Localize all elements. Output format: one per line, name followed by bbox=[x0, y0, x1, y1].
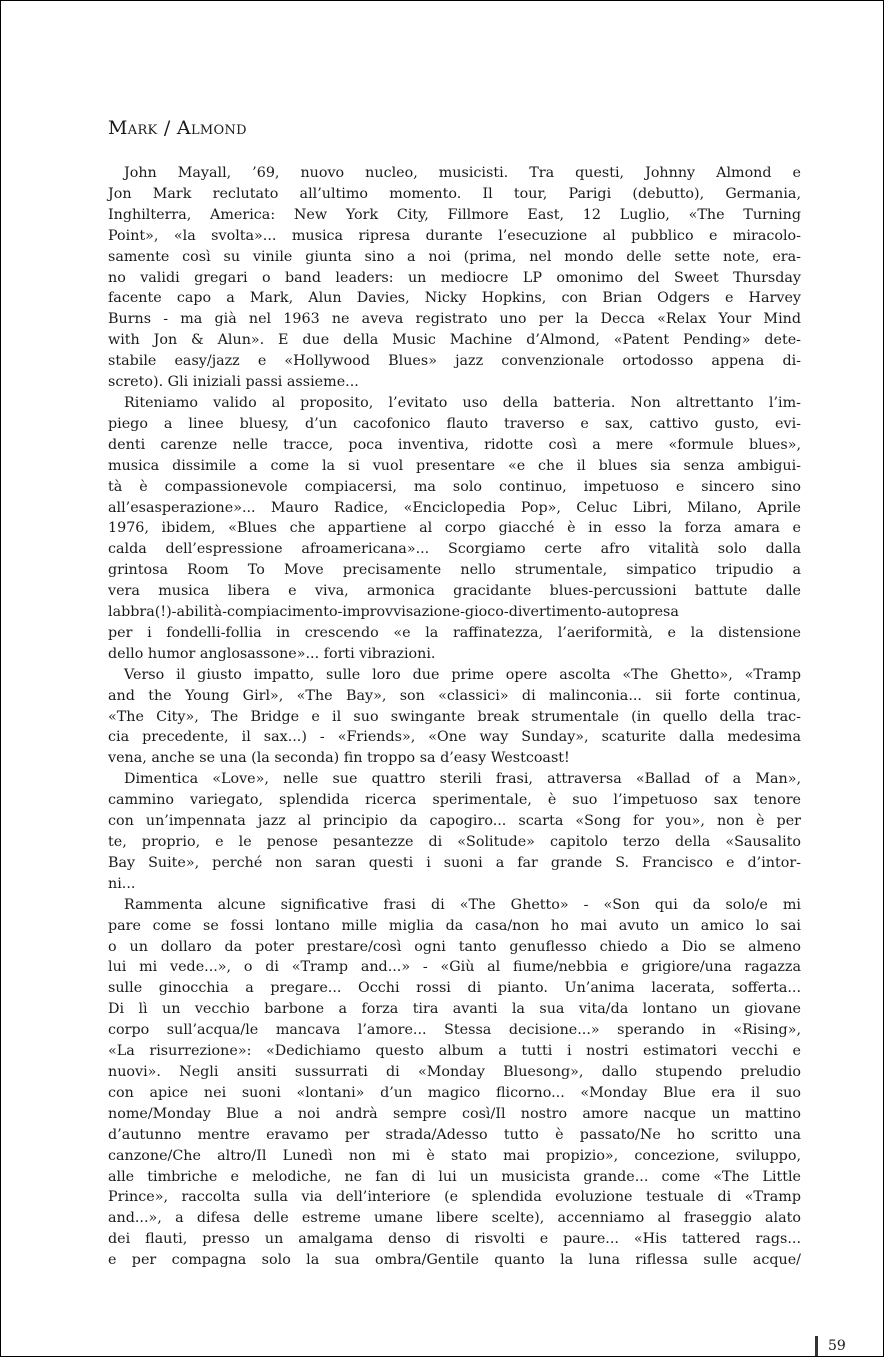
text-line: dei flauti, presso un amalgama denso di risvolti e paure... «His tattered rags... bbox=[108, 1231, 801, 1248]
text-line: and the Young Girl», «The Bay», son «classici» di malinconia... sii forte continua, bbox=[108, 687, 801, 704]
text-line: Jon Mark reclutato all’ultimo momento. Il tour, Parigi (debutto), Germania, bbox=[108, 185, 801, 202]
text-line: lui mi vede...», o di «Tramp and...» - «Giù al fiume/nebbia e grigiore/una ragazza bbox=[108, 959, 801, 976]
text-line: con un’impennata jazz al principio da capogiro... scarta «Song for you», non è per bbox=[108, 813, 801, 830]
text-line: facente capo a Mark, Alun Davies, Nicky Hopkins, con Brian Odgers e Harvey bbox=[108, 290, 801, 307]
text-line: Point», «la svolta»... musica ripresa durante l’esecuzione al pubblico e miracolo- bbox=[108, 227, 801, 244]
text-line: e per compagna solo la sua ombra/Gentile quanto la luna riflessa sulle acque/ bbox=[108, 1252, 801, 1269]
text-line: labbra(!)-abilità-compiacimento-improvvisazione-gioco-divertimento-autopresa bbox=[108, 604, 679, 621]
text-line: calda dell’espressione afroamericana»... Scorgiamo certe afro vitalità solo dalla bbox=[108, 541, 801, 558]
text-line: with Jon & Alun». E due della Music Machine d’Almond, «Patent Pending» dete- bbox=[108, 332, 801, 349]
text-line: Bay Suite», perché non saran questi i suoni a far grande S. Francisco e d’intor- bbox=[108, 854, 801, 871]
text-line: Prince», raccolta sulla via dell’interiore (e splendida evoluzione testuale di «Tramp bbox=[108, 1189, 801, 1206]
text-line: Burns - ma già nel 1963 ne aveva registrato uno per la Decca «Relax Your Mind bbox=[108, 311, 801, 328]
text-line: all’esasperazione»... Mauro Radice, «Enciclopedia Pop», Celuc Libri, Milano, Aprile bbox=[108, 499, 801, 516]
text-line: con apice nei suoni «lontani» d’un magico flicorno... «Monday Blue era il suo bbox=[108, 1084, 801, 1101]
text-line: Rammenta alcune significative frasi di «The Ghetto» - «Son qui da solo/e mi bbox=[124, 896, 801, 913]
text-line: nuovi». Negli ansiti sussurrati di «Monday Bluesong», dallo stupendo preludio bbox=[108, 1063, 801, 1080]
text-line: d’autunno mentre eravamo per strada/Adesso tutto è passato/Ne ho scritto una bbox=[108, 1126, 801, 1143]
text-line: piego a linee bluesy, d’un cacofonico flauto traverso e sax, cattivo gusto, evi- bbox=[108, 415, 801, 432]
text-line: corpo sull’acqua/le mancava l’amore... Stessa decisione...» sperando in «Rising», bbox=[108, 1022, 801, 1039]
text-line: sulle ginocchia a pregare... Occhi rossi di pianto. Un’anima lacerata, sofferta... bbox=[108, 980, 801, 997]
text-line: Di lì un vecchio barbone a forza tira avanti la sua vita/da lontano un giovane bbox=[108, 1001, 801, 1018]
text-line: denti carenze nelle tracce, poca inventiva, ridotte così a mere «formule blues», bbox=[108, 436, 801, 453]
body-text bbox=[108, 163, 801, 1271]
text-line: John Mayall, ’69, nuovo nucleo, musicisti. Tra questi, Johnny Almond e bbox=[124, 165, 801, 181]
text-line: canzone/Che altro/Il Lunedì non mi è stato mai propizio», concezione, sviluppo, bbox=[108, 1147, 801, 1164]
text-line: alle timbriche e melodiche, ne fan di lui un musicista grande... come «The Little bbox=[108, 1168, 801, 1185]
text-line: o un dollaro da poter prestare/così ogni tanto genuflesso chiedo a Dio se almeno bbox=[108, 938, 801, 955]
folio-rule bbox=[815, 1336, 818, 1356]
text-line: pare come se fossi lontano mille miglia da casa/non ho mai avuto un amico lo sai bbox=[108, 917, 801, 934]
text-line: nome/Monday Blue a noi andrà sempre così/Il nostro amore nacque un mattino bbox=[108, 1105, 801, 1122]
text-line: vera musica libera e viva, armonica gracidante blues-percussioni battute dalle bbox=[108, 583, 801, 600]
text-line: and...», a difesa delle estreme umane libere scelte), accenniamo al fraseggio alato bbox=[108, 1210, 801, 1227]
text-line: Riteniamo valido al proposito, l’evitato uso della batteria. Non altrettanto l’im- bbox=[124, 394, 801, 411]
text-line: cia precedente, il sax...) - «Friends», «One way Sunday», scaturite dalla medesima bbox=[108, 729, 801, 746]
text-line: cammino variegato, splendida ricerca sperimentale, è suo l’impetuoso sax tenore bbox=[108, 792, 801, 809]
text-line: Dimentica «Love», nelle sue quattro sterili frasi, attraversa «Ballad of a Man», bbox=[124, 771, 801, 788]
text-line: stabile easy/jazz e «Hollywood Blues» jazz convenzionale ortodosso appena di- bbox=[108, 353, 801, 370]
text-line: musica dissimile a come la si vuol presentare «e che il blues sia senza ambigui- bbox=[108, 457, 801, 474]
text-line: «La risurrezione»: «Dedichiamo questo album a tutti i nostri estimatori vecchi e bbox=[108, 1043, 801, 1060]
text-line: te, proprio, e le penose pesantezze di «Solitude» capitolo terzo della «Sausalito bbox=[108, 834, 801, 850]
chapter-heading: Mark / Almond bbox=[108, 117, 247, 139]
text-line: «The City», The Bridge e il suo swingante break strumentale (in quello della trac- bbox=[108, 708, 801, 725]
text-line: ni... bbox=[108, 875, 136, 892]
text-line: no validi gregari o band leaders: un mediocre LP omonimo del Sweet Thursday bbox=[108, 269, 801, 286]
text-line: 1976, ibidem, «Blues che appartiene al corpo giacché è in esso la forza amara e bbox=[108, 520, 801, 537]
text-line: vena, anche se una (la seconda) fin troppo sa d’easy Westcoast! bbox=[108, 750, 570, 767]
text-line: screto). Gli iniziali passi assieme... bbox=[108, 374, 359, 391]
text-line: grintosa Room To Move precisamente nello strumentale, simpatico tripudio a bbox=[108, 562, 801, 579]
page-number: 59 bbox=[828, 1338, 846, 1354]
text-line: samente così su vinile giunta sino a noi (prima, nel mondo delle sette note, era- bbox=[108, 248, 801, 265]
text-line: Inghilterra, America: New York City, Fillmore East, 12 Luglio, «The Turning bbox=[108, 206, 801, 223]
text-line: per i fondelli-follia in crescendo «e la raffinatezza, l’aeriformità, e la distensione bbox=[108, 624, 801, 641]
text-line: Verso il giusto impatto, sulle loro due prime opere ascolta «The Ghetto», «Tramp bbox=[124, 666, 801, 683]
text-line: dello humor anglosassone»... forti vibrazioni. bbox=[108, 645, 436, 662]
text-line: tà è compassionevole compiacersi, ma solo continuo, impetuoso e sincero sino bbox=[108, 478, 801, 495]
